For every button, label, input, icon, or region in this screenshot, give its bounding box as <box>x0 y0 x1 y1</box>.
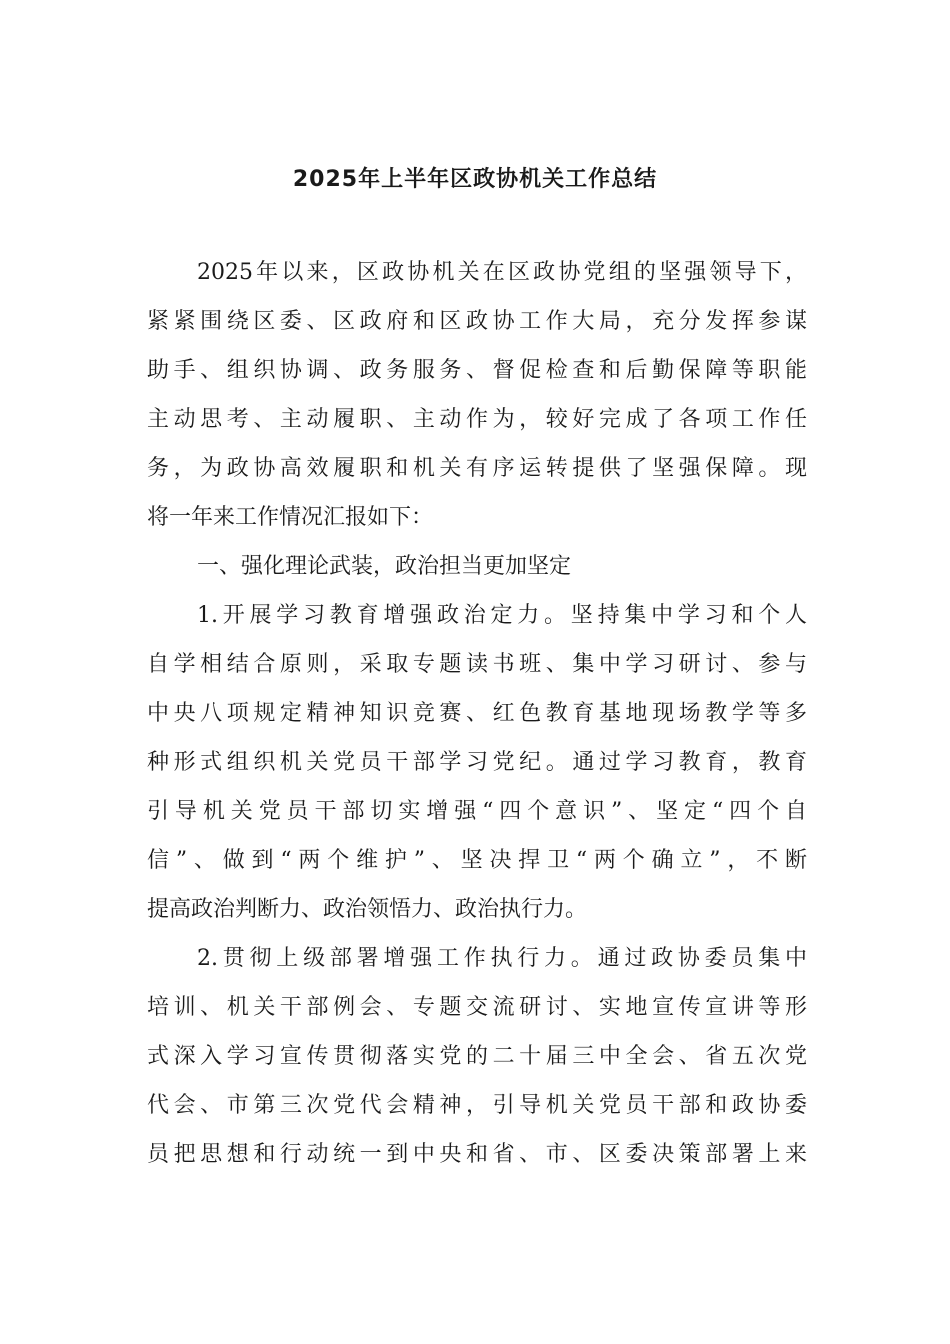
text-line: 代会、市第三次党代会精神，引导机关党员干部和政协委 <box>147 1093 807 1118</box>
text-line: 2025年以来，区政协机关在区政协党组的坚强领导下， <box>197 260 807 285</box>
text-line: 务，为政协高效履职和机关有序运转提供了坚强保障。现 <box>147 456 807 481</box>
text-line: 自学相结合原则，采取专题读书班、集中学习研讨、参与 <box>147 652 807 677</box>
text-line: 信”、做到“两个维护”、坚决捍卫“两个确立”，不断 <box>147 848 807 873</box>
text-line: 培训、机关干部例会、专题交流研讨、实地宣传宣讲等形 <box>147 995 807 1020</box>
document-title: 2025年上半年区政协机关工作总结 <box>292 167 658 192</box>
text-line: 式深入学习宣传贯彻落实党的二十届三中全会、省五次党 <box>147 1044 807 1069</box>
text-line: 中央八项规定精神知识竞赛、红色教育基地现场教学等多 <box>147 701 807 726</box>
text-line: 紧紧围绕区委、区政府和区政协工作大局，充分发挥参谋 <box>147 309 807 334</box>
text-line: 提高政治判断力、政治领悟力、政治执行力。 <box>147 897 588 922</box>
text-line: 引导机关党员干部切实增强“四个意识”、坚定“四个自 <box>147 799 807 824</box>
text-line: 2.贯彻上级部署增强工作执行力。通过政协委员集中 <box>197 946 807 971</box>
text-line: 助手、组织协调、政务服务、督促检查和后勤保障等职能 <box>147 358 807 383</box>
text-line: 主动思考、主动履职、主动作为，较好完成了各项工作任 <box>147 407 807 432</box>
text-line: 员把思想和行动统一到中央和省、市、区委决策部署上来 <box>147 1142 807 1167</box>
text-line: 种形式组织机关党员干部学习党纪。通过学习教育，教育 <box>147 750 807 775</box>
text-line: 一、强化理论武装，政治担当更加坚定 <box>197 554 572 579</box>
document-body <box>147 248 807 1179</box>
text-line: 1.开展学习教育增强政治定力。坚持集中学习和个人 <box>197 603 807 628</box>
text-line: 将一年来工作情况汇报如下： <box>147 505 434 530</box>
